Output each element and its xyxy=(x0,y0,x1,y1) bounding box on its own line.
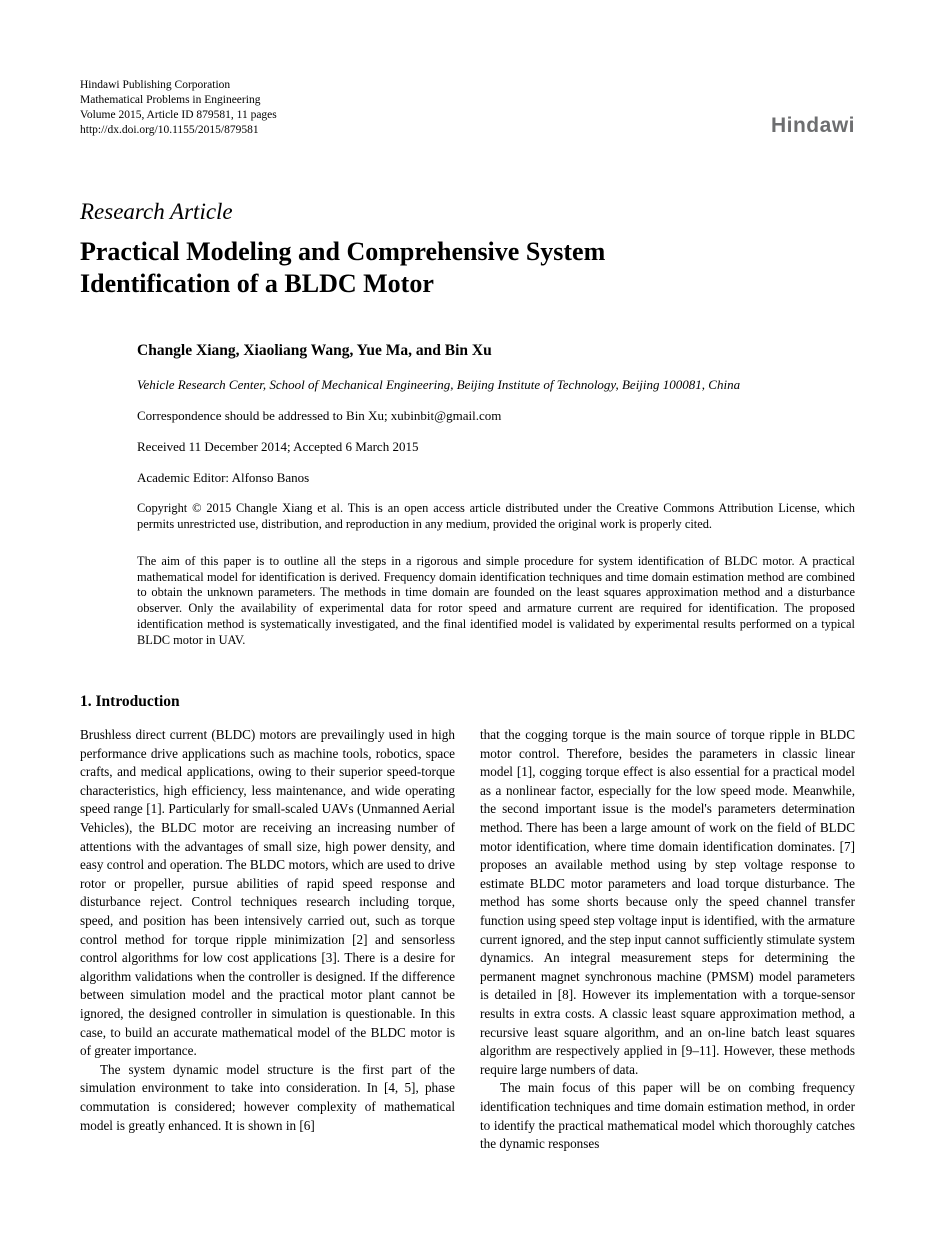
affiliation-line: Vehicle Research Center, School of Mechanical Engineering, Beijing Institute of Technology, Beijing 100081, China xyxy=(137,377,741,392)
correspondence-line: Correspondence should be addressed to Bin Xu; xubinbit@gmail.com xyxy=(137,408,502,423)
paragraph: Brushless direct current (BLDC) motors are prevailingly used in high performance drive applications such as machine tools, robotics, space crafts, and medical applications, owing to their superior speed-torque characteristics, high efficiency, less maintenance, and wide operating speed range [1]. Particularly for small-scaled UAVs (Unmanned Aerial Vehicles), the BLDC motor are receiving an increasing number of attentions with the advantages of small size, high power density, and easy control and operation. The BLDC motors, which are used to drive rotor or propeller, pursue abilities of rapid speed response and disturbance reject. Control techniques research including torque, speed, and position has been intensively carried out, such as torque control method for torque ripple minimization [2] and sensorless control algorithms for low cost applications [3]. There is a desire for algorithm validations when the controller is designed. If the difference between simulation model and the practical motor plant cannot be ignored, the designed controller in simulation is questionable. In this case, to build an accurate mathematical model of the BLDC motor is of greater importance. xyxy=(80,727,455,1059)
hindawi-logo: Hindawi xyxy=(770,114,855,137)
article-type-label: Research Article xyxy=(80,199,233,224)
front-matter xyxy=(137,342,855,649)
doi-link[interactable]: http://dx.doi.org/10.1155/2015/879581 xyxy=(80,124,259,136)
academic-editor-line: Academic Editor: Alfonso Banos xyxy=(137,470,310,485)
paragraph: The system dynamic model structure is the first part of the simulation environment to take into consideration. In [4, 5], phase commutation is considered; however complexity of mathematical model is greatly enhanced. It is shown in [6] xyxy=(80,1061,455,1133)
authors-line: Changle Xiang, Xiaoliang Wang, Yue Ma, and Bin Xu xyxy=(137,342,492,359)
journal-line: Mathematical Problems in Engineering xyxy=(80,94,261,106)
publisher-line: Hindawi Publishing Corporation xyxy=(80,79,231,91)
paragraph: that the cogging torque is the main source of torque ripple in BLDC motor control. Therefore, besides the parameters in classic linear model [1], cogging torque effect is also essential for a practical model as a nonlinear factor, especially for the low speed mode. Meanwhile, the second important issue is the model's parameters determination method. There has been a large amount of work on the field of BLDC motor identification, where time domain identification dominates. [7] proposes an available method using by step voltage response to estimate BLDC motor parameters and load torque disturbance. The method has some shorts because only the speed channel transfer function using speed step voltage input is identified, with the armature current ignored, and the step input cannot sufficiently stimulate system dynamics. An integral measurement steps for determining the permanent magnet synchronous machine (PMSM) model parameters is detailed in [8]. However its implementation with a torque-sensor results in extra costs. A classic least square approximation method, a recursive least square algorithm, and an on-line batch least squares algorithm are respectively applied in [9–11]. However, these methods require large numbers of data. xyxy=(480,727,855,1077)
intro-left-column xyxy=(80,726,455,1154)
two-column-body xyxy=(80,726,855,1154)
publisher-info xyxy=(80,78,277,138)
intro-right-column xyxy=(480,726,855,1154)
received-accepted-line: Received 11 December 2014; Accepted 6 March 2015 xyxy=(137,439,419,454)
abstract-text: The aim of this paper is to outline all the steps in a rigorous and simple procedure for system identification of BLDC motor. A practical mathematical model for identification is derived. Frequency domain identification techniques and time domain estimation method are combined to obtain the unknown parameters. The methods in time domain are founded on the least squares approximation method and a disturbance observer. Only the availability of experimental data for rotor speed and armature current are required for identification. The proposed identification method is systematically investigated, and the final identified model is validated by experimental results performed on a typical BLDC motor in UAV. xyxy=(137,553,855,648)
section-heading-introduction: 1. Introduction xyxy=(80,693,180,711)
copyright-notice: Copyright © 2015 Changle Xiang et al. This is an open access article distributed under the Creative Commons Attribution License, which permits unrestricted use, distribution, and reproduction in any medium, provided the original work is properly cited. xyxy=(137,501,855,531)
page-header xyxy=(80,78,855,138)
paragraph: The main focus of this paper will be on combing frequency identification techniques and time domain estimation method, in order to identify the practical mathematical model which thoroughly catches the dynamic responses xyxy=(480,1080,855,1152)
article-title: Practical Modeling and Comprehensive System Identification of a BLDC Motor xyxy=(80,237,606,298)
volume-line: Volume 2015, Article ID 879581, 11 pages xyxy=(80,109,277,121)
